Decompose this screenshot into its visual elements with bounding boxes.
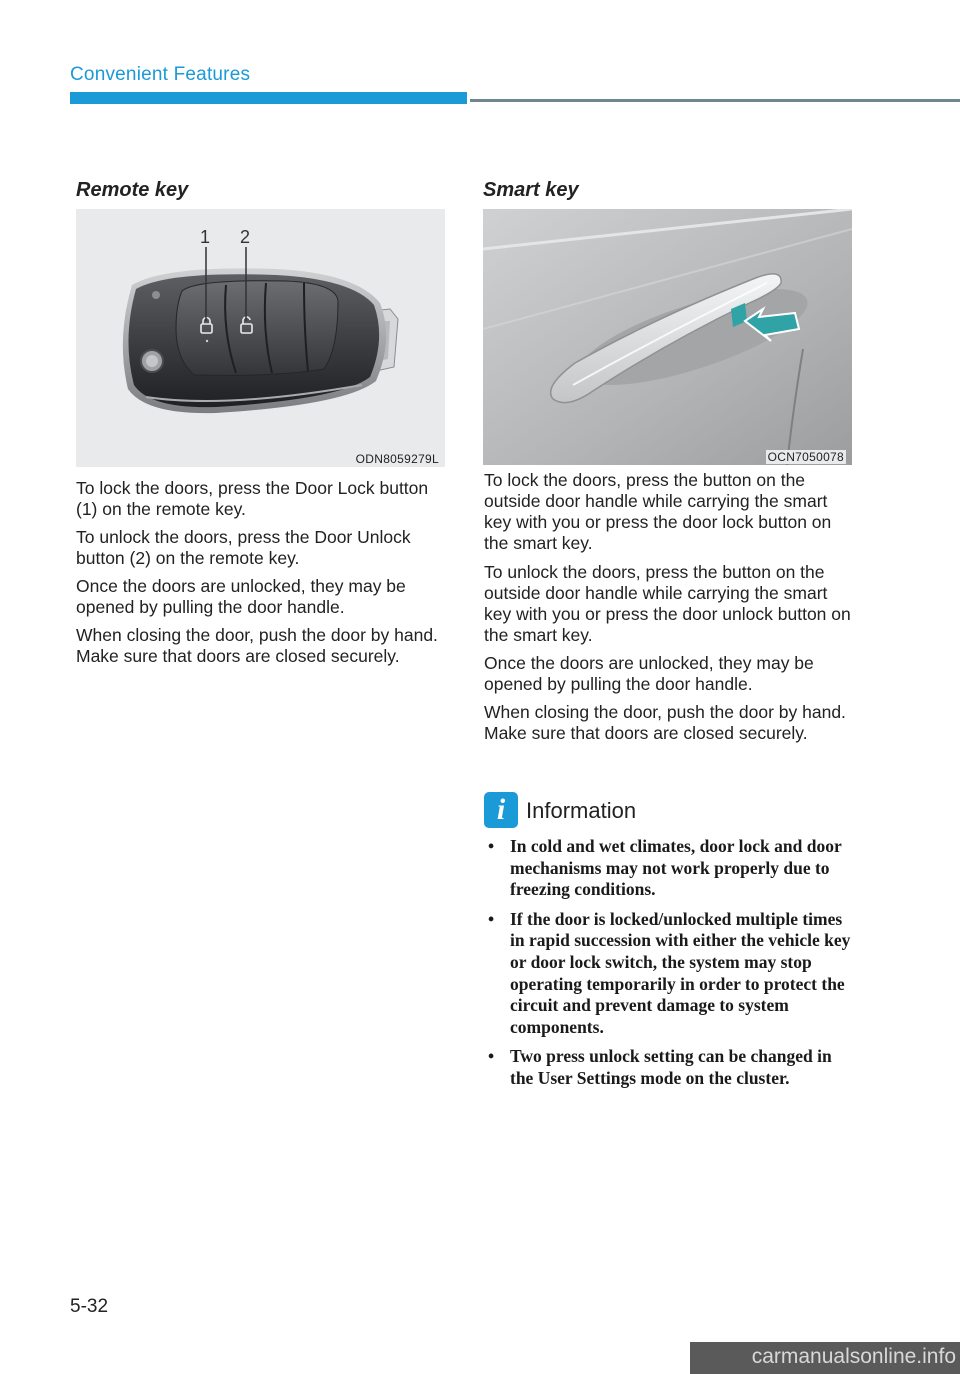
watermark[interactable] [690, 1342, 960, 1374]
info-title: Information [526, 798, 637, 823]
list-item [486, 909, 856, 1039]
list-item [486, 836, 856, 901]
header-bar-accent [70, 92, 467, 104]
watermark-text: carmanualsonline.info [751, 1345, 956, 1368]
remote-key-figure [76, 209, 445, 467]
bullet-text: In cold and wet climates, door lock and door mechanisms may not work properly due to freezing conditions. [510, 836, 842, 900]
paragraph: To lock the doors, press the button on the outside door handle while carrying the smart key with you or press the door lock button on the smart key. [484, 470, 832, 553]
paragraph: To unlock the doors, press the Door Unlock button (2) on the remote key. [76, 527, 411, 568]
callout-label-2: 2 [240, 227, 251, 247]
smart-key-heading: Smart key [483, 179, 579, 201]
door-handle-illustration [483, 209, 852, 465]
bullet-icon: • [488, 1046, 495, 1067]
figure-code: ODN8059279L [355, 452, 439, 466]
callout-label-1: 1 [200, 227, 211, 247]
page-number: 5-32 [70, 1296, 109, 1317]
remote-key-illustration [76, 209, 445, 467]
figure-code: OCN7050078 [767, 450, 844, 464]
paragraph: To lock the doors, press the Door Lock button (1) on the remote key. [76, 478, 429, 519]
paragraph: To unlock the doors, press the button on the outside door handle while carrying the smart key with you or press the door unlock button on the smart key. [484, 562, 851, 645]
bullet-text: If the door is locked/unlocked multiple times in rapid succession with either the vehicle key or door lock switch, the system may stop operating temporarily in order to protect the circuit and prevent damage to system components. [510, 908, 851, 1037]
header-bar-rule [470, 99, 960, 102]
bullet-text: Two press unlock setting can be changed in the User Settings mode on the cluster. [510, 1046, 832, 1088]
paragraph: Once the doors are unlocked, they may be opened by pulling the door handle. [76, 576, 406, 617]
section-title: Convenient Features [70, 64, 251, 85]
info-bullet-list [486, 836, 856, 1098]
bullet-icon: • [488, 908, 495, 929]
paragraph: When closing the door, push the door by hand. Make sure that doors are closed securely. [484, 702, 846, 743]
list-item [486, 1046, 856, 1089]
info-icon: i [484, 792, 518, 828]
paragraph: Once the doors are unlocked, they may be opened by pulling the door handle. [484, 653, 814, 694]
smart-key-figure [483, 209, 852, 465]
paragraph: When closing the door, push the door by hand. Make sure that doors are closed securely. [76, 625, 438, 666]
bullet-icon: • [488, 836, 495, 856]
remote-key-heading: Remote key [76, 179, 189, 201]
